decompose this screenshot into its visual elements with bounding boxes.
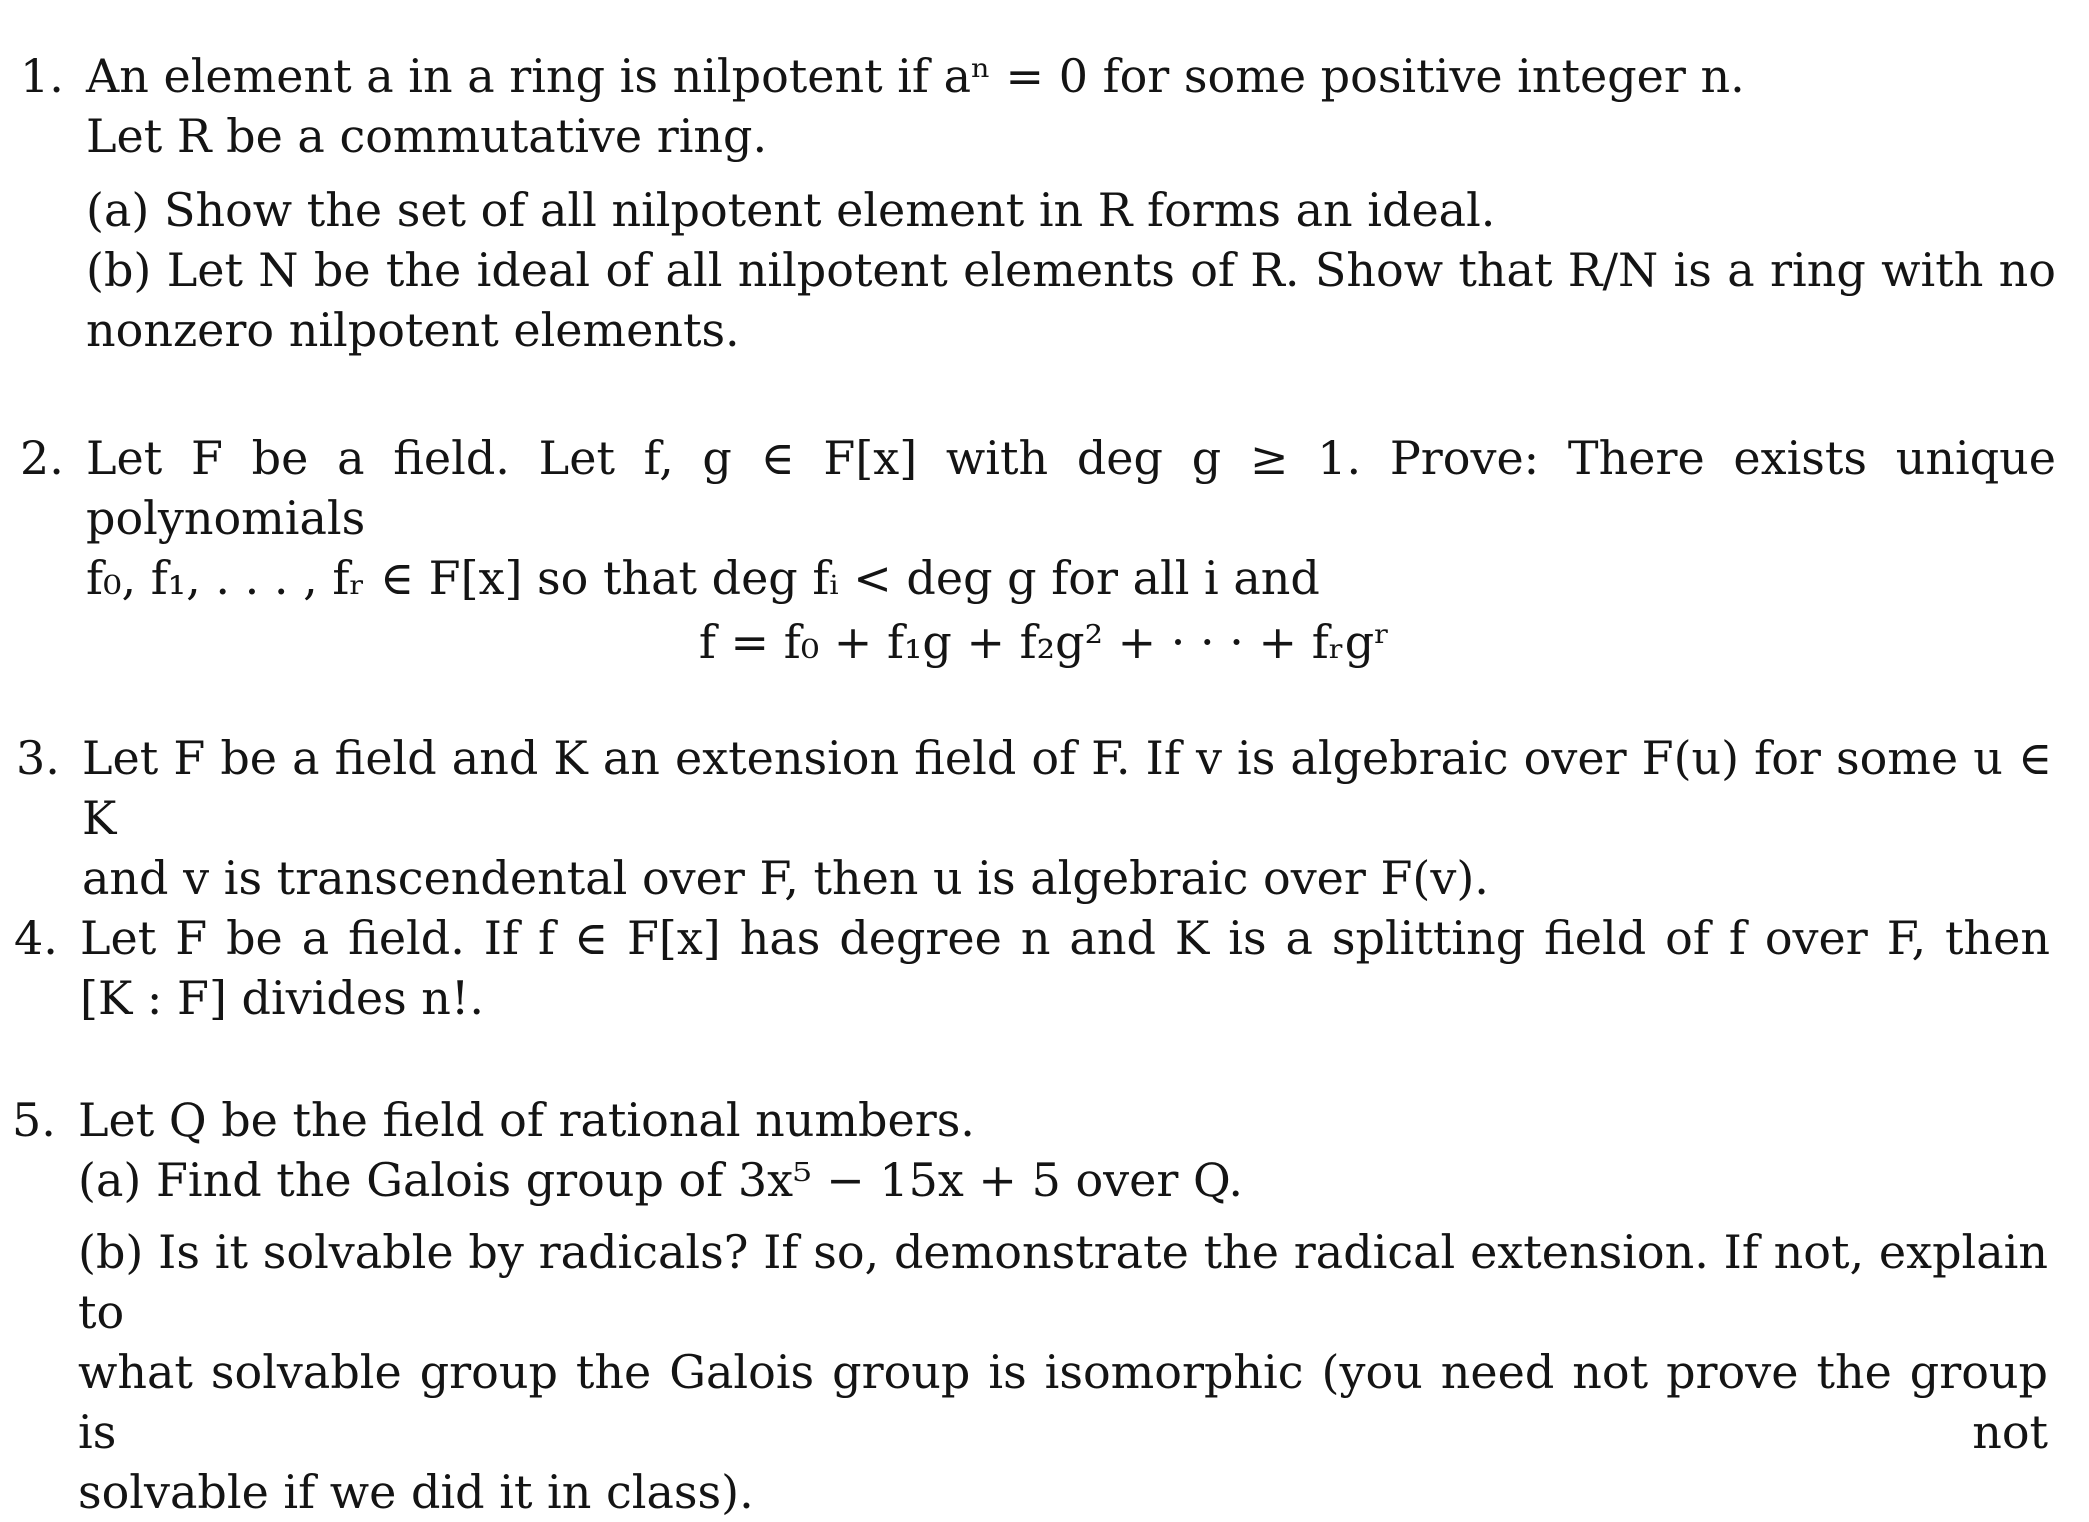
problem-text-line: Let F be a field. If f ∈ F[x] has degree n and K is a splitting field of f over F, then: [80, 911, 2050, 965]
problem-text-line: Let F be a field and K an extension field of F. If v is algebraic over F(u) for some u ∈ K: [82, 731, 2052, 845]
problem-number: 2.: [20, 431, 64, 485]
part-b-text: nonzero nilpotent elements.: [86, 303, 740, 357]
problem-5: [12, 1090, 2048, 1522]
problem-number: 4.: [14, 911, 58, 965]
part-b-text: (b) Let N be the ideal of all nilpotent elements of R. Show that R/N is a ring with no: [86, 243, 2056, 297]
problem-number: 5.: [12, 1093, 56, 1147]
part-b-text: (b) Is it solvable by radicals? If so, demonstrate the radical extension. If not, explain to: [78, 1225, 2048, 1339]
part-a-text: (a) Find the Galois group of 3x⁵ − 15x + 5 over Q.: [78, 1153, 1244, 1207]
problem-number: 1.: [20, 49, 64, 103]
problem-number: 3.: [16, 731, 60, 785]
problem-text-line: [K : F] divides n!.: [80, 971, 485, 1025]
problem-text-line: An element a in a ring is nilpotent if aⁿ = 0 for some positive integer n.: [86, 49, 1745, 103]
problem-2: [20, 428, 2056, 608]
part-a-text: (a) Show the set of all nilpotent element in R forms an ideal.: [86, 183, 1496, 237]
problem-text-line: and v is transcendental over F, then u is algebraic over F(v).: [82, 851, 1489, 905]
problem-text-line: Let R be a commutative ring.: [86, 109, 768, 163]
part-b-text: what solvable group the Galois group is isomorphic (you need not prove the group is not: [78, 1345, 2048, 1459]
part-b-text: solvable if we did it in class).: [78, 1465, 754, 1519]
problem-3: [16, 728, 2052, 908]
problem-4: [14, 908, 2050, 1028]
problem-text-line: Let Q be the field of rational numbers.: [78, 1093, 975, 1147]
problem-text-line: Let F be a field. Let f, g ∈ F[x] with deg g ≥ 1. Prove: There exists unique polynomials: [86, 431, 2056, 545]
display-equation: f = f₀ + f₁g + f₂g² + · · · + fᵣgʳ: [698, 615, 1391, 669]
problem-1: [20, 46, 2056, 360]
problem-text-line: f₀, f₁, . . . , fᵣ ∈ F[x] so that deg fᵢ < deg g for all i and: [86, 551, 1320, 605]
